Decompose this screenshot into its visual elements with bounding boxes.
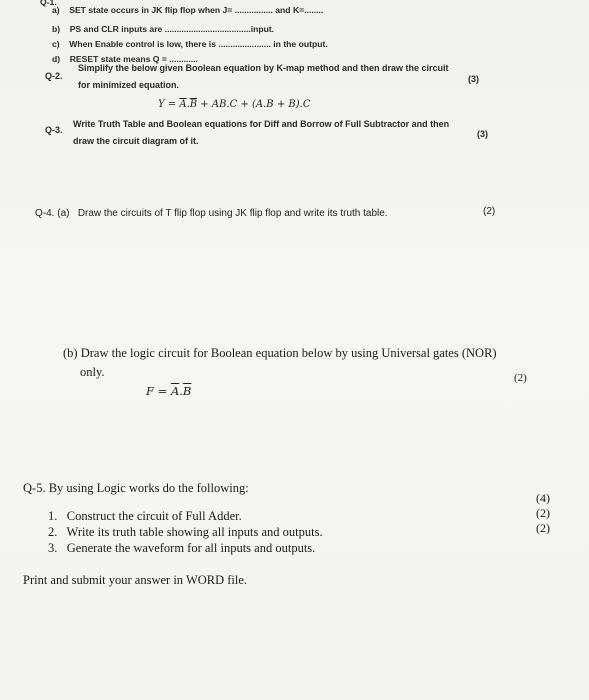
q1-item-b-text: PS and CLR inputs are (69, 24, 163, 34)
q4-number: Q-4. (35, 208, 55, 219)
q2-eq-rest: + AB.C + (A.B + B).C (197, 99, 311, 110)
q2-number: Q-2. (45, 71, 63, 81)
q1-item-a-end: ........ (304, 5, 324, 15)
q1-item-a-label: a) (52, 5, 60, 15)
q2-line1: Simplify the below given Boolean equation by K-map method and then draw the circuit (78, 63, 449, 73)
q1-item-c (52, 39, 328, 49)
q5-footer: Print and submit your answer in WORD file. (23, 573, 248, 587)
q5-item-3-num: 3. (48, 541, 58, 555)
q1-item-b (52, 24, 274, 34)
q1-number: Q-1. (40, 0, 57, 7)
q2-eq-dot: . (186, 99, 190, 110)
q4-eq-a-bar: $\overline{A}$ (170, 384, 180, 398)
q5-item-2-text: Write its truth table showing all inputs and outputs. (66, 525, 323, 539)
q1-item-a-blank: ................ (234, 5, 273, 15)
q1-item-d-blank: ............ (169, 54, 198, 64)
q1-item-a (52, 5, 323, 15)
q4-part-b-line2: only. (80, 365, 105, 379)
q4-part-a-text: Draw the circuits of T flip flop using JK flip flop and write its truth table. (77, 208, 388, 219)
q3-line1: Write Truth Table and Boolean equations for Diff and Borrow of Full Subtractor and then (73, 119, 450, 129)
q4-part-b-line1 (63, 346, 497, 361)
q1-item-c-end: in the output. (273, 39, 328, 49)
q5-item-2 (48, 525, 323, 540)
q2-equation (158, 99, 310, 110)
q4-part-a-marks: (2) (483, 206, 496, 217)
q3-marks: (3) (477, 129, 488, 139)
q3-number: Q-3. (45, 125, 63, 135)
q1-item-d-text: RESET state means Q = (69, 54, 167, 64)
q2-marks: (3) (468, 74, 479, 84)
q1-item-b-label: b) (52, 24, 61, 34)
q4-part-b-text: Draw the logic circuit for Boolean equation below by using Universal gates (NOR) (80, 346, 497, 360)
q1-item-d-label: d) (52, 54, 61, 64)
q2-eq-a-bar: $\overline{A}$ (179, 99, 187, 110)
q1-item-c-blank: ...................... (218, 39, 271, 49)
q1-item-a-text: SET state occurs in JK flip flop when J= (69, 5, 233, 15)
q1-item-b-blank: .................................... (164, 24, 251, 34)
q5-item-2-marks: (2) (536, 506, 550, 520)
q2-eq-b-bar: $\overline{B}$ (189, 99, 198, 110)
q3-line2: draw the circuit diagram of it. (73, 136, 199, 146)
q4-eq-b-bar: $\overline{B}$ (182, 384, 192, 398)
q5-item-2-num: 2. (48, 525, 58, 539)
q4-eq-dot: . (179, 384, 183, 398)
q5-item-1-num: 1. (48, 509, 58, 523)
q4-part-b-marks: (2) (514, 372, 527, 384)
q4-part-b-label: (b) (63, 346, 78, 360)
q5-item-1 (48, 509, 242, 524)
q2-eq-prefix: Y = (158, 99, 180, 110)
q5-item-3-text: Generate the waveform for all inputs and outputs. (66, 541, 316, 555)
q1-item-c-text: When Enable control is low, there is (69, 39, 216, 49)
q5-item-1-text: Construct the circuit of Full Adder. (66, 509, 242, 523)
q4-equation (146, 384, 191, 398)
q5-item-3-marks: (2) (536, 521, 550, 535)
q1-item-c-label: c) (52, 39, 60, 49)
q4-part-a-label: (a) (57, 208, 70, 219)
q4-eq-prefix: F = (146, 384, 171, 398)
q1-item-a-mid: and K= (275, 5, 305, 15)
q1-item-b-end: input. (250, 24, 275, 34)
q5-item-1-marks: (4) (536, 491, 550, 505)
q5-heading: Q-5. By using Logic works do the following: (23, 481, 249, 495)
q4-part-a (35, 208, 388, 219)
q5-item-3 (48, 541, 315, 556)
q2-line2: for minimized equation. (78, 80, 180, 90)
